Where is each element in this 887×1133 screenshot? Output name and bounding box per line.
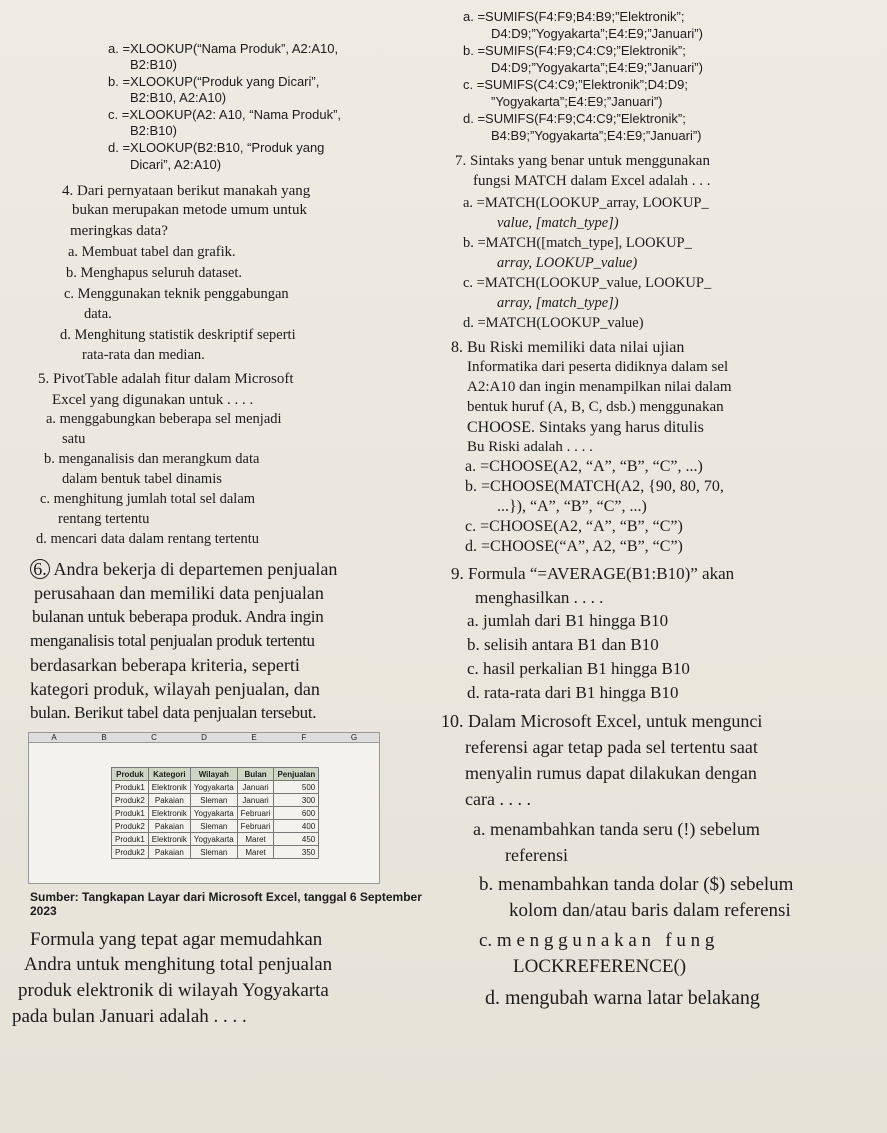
q9-stem-1: 9. Formula “=AVERAGE(B1:B10)” akan [451,564,735,583]
cell: Elektronik [148,807,190,820]
q7-stem-2: fungsi MATCH dalam Excel adalah . . . [473,173,711,189]
cell: Sleman [190,794,237,807]
cell: 350 [274,846,319,859]
q6-option-c: c. =SUMIFS(C4:C9;”Elektronik”;D4:D9; [463,77,689,92]
q6-option-b: b. =SUMIFS(F4:F9;C4:C9;”Elektronik”; [463,43,686,58]
q8-option-b: b. =CHOOSE(MATCH(A2, {90, 80, 70, [465,478,724,495]
q3-option-b: b. =XLOOKUP(“Produk yang Dicari”, [108,74,320,89]
q8-option-d: d. =CHOOSE(“A”, A2, “B”, “C”) [465,538,683,555]
q6-stem-2: perusahaan dan memiliki data penjualan [34,583,324,603]
q6-stem-3: bulanan untuk beberapa produk. Andra ingin [32,607,324,626]
q4-option-c: c. Menggunakan teknik penggabungan [64,286,289,302]
cell: Sleman [190,820,237,833]
q8-stem-4: bentuk huruf (A, B, C, dsb.) menggunakan [467,399,724,415]
q8-stem-2: Informatika dari peserta didiknya dalam sel [467,359,729,375]
header-kategori: Kategori [148,768,190,781]
col-f: F [301,733,307,742]
col-a: A [51,733,57,742]
q3-option-c-cont: B2:B10) [130,123,177,138]
q5-option-a: a. menggabungkan beberapa sel menjadi [46,411,282,427]
q10-option-c: c. m e n g g u n a k a n f u n g [479,930,715,951]
table-row [112,794,319,807]
cell: Produk2 [112,846,149,859]
q4-option-b: b. Menghapus seluruh dataset. [66,265,242,281]
q6-option-a-cont: D4:D9;”Yogyakarta”;E4:E9;”Januari”) [491,26,703,41]
cell: Pakaian [148,846,190,859]
q6-option-d: d. =SUMIFS(F4:F9;C4:C9;”Elektronik”; [463,111,686,126]
cell: 450 [274,833,319,846]
q4-option-c-cont: data. [84,306,112,322]
q3-option-d: d. =XLOOKUP(B2:B10, “Produk yang [108,140,325,155]
cell: Produk1 [112,833,149,846]
table-row [112,833,319,846]
col-e: E [251,733,257,742]
q8-stem-5: CHOOSE. Sintaks yang harus ditulis [467,419,704,436]
q7-option-a-cont: value, [match_type]) [497,215,619,231]
cell: Pakaian [148,820,190,833]
q3-option-b-cont: B2:B10, A2:A10) [130,90,227,105]
cell: Maret [237,833,274,846]
q5-stem-2: Excel yang digunakan untuk . . . . [52,392,254,408]
cell: 300 [274,794,319,807]
q6-stem-1 [30,557,337,581]
col-g: G [350,733,358,742]
q3-option-a: a. =XLOOKUP(“Nama Produk”, A2:A10, [108,41,339,56]
cell: Januari [237,794,274,807]
q8-option-c: c. =CHOOSE(A2, “A”, “B”, “C”) [465,518,683,535]
cell: Produk1 [112,807,149,820]
q10-stem-1: 10. Dalam Microsoft Excel, untuk mengunci [441,711,763,731]
cell: Februari [237,820,274,833]
q5-option-a-cont: satu [62,431,86,447]
q7-option-c: c. =MATCH(LOOKUP_value, LOOKUP_ [463,275,712,291]
q10-option-d: d. mengubah warna latar belakang [485,987,760,1009]
q6-option-b-cont: D4:D9;”Yogyakarta”;E4:E9;”Januari”) [491,60,703,75]
table-header-row [112,768,319,781]
cell: Elektronik [148,781,190,794]
cell: Yogyakarta [190,833,237,846]
q7-option-b-cont: array, LOOKUP_value) [497,255,638,271]
q5-option-b: b. menganalisis dan merangkum data [44,451,260,467]
header-produk: Produk [112,768,149,781]
q9-option-a: a. jumlah dari B1 hingga B10 [467,611,669,630]
q6-stem-6: kategori produk, wilayah penjualan, dan [30,679,320,699]
q7-option-a: a. =MATCH(LOOKUP_array, LOOKUP_ [463,195,709,211]
q3-option-d-cont: Dicari”, A2:A10) [130,157,222,172]
q4-stem-2: bukan merupakan metode umum untuk [72,202,307,218]
q9-option-c: c. hasil perkalian B1 hingga B10 [467,659,690,678]
q4-stem-1: 4. Dari pernyataan berikut manakah yang [62,183,311,199]
q9-stem-2: menghasilkan . . . . [475,588,604,607]
q6-option-a: a. =SUMIFS(F4:F9;B4:B9;”Elektronik”; [463,9,685,24]
q6-stem-4: menganalisis total penjualan produk tertentu [30,631,315,650]
q6-option-c-cont: ”Yogyakarta”;E4:E9;”Januari”) [491,94,663,109]
excel-screenshot [28,732,380,884]
cell: Februari [237,807,274,820]
q10-option-b-cont: kolom dan/atau baris dalam referensi [509,900,791,921]
q7-option-b: b. =MATCH([match_type], LOOKUP_ [463,235,692,251]
q8-stem-1: 8. Bu Riski memiliki data nilai ujian [451,339,685,356]
q9-option-b: b. selisih antara B1 dan B10 [467,635,659,654]
cell: 400 [274,820,319,833]
q3-option-c: c. =XLOOKUP(A2: A10, “Nama Produk”, [108,107,342,122]
q10-stem-2: referensi agar tetap pada sel tertentu saat [465,737,758,757]
q10-stem-3: menyalin rumus dapat dilakukan dengan [465,763,757,783]
q6-stem-5: berdasarkan beberapa kriteria, seperti [30,655,300,675]
cell: Sleman [190,846,237,859]
q6-number: 6. [30,559,50,579]
q6-stem-1-text: Andra bekerja di departemen penjualan [53,559,338,579]
q5-option-b-cont: dalam bentuk tabel dinamis [62,471,222,487]
q6-after-4: pada bulan Januari adalah . . . . [12,1006,247,1027]
screenshot-caption: Sumber: Tangkapan Layar dari Microsoft Excel, tanggal 6 September 2023 [30,890,422,918]
q8-option-b-cont: ...}), “A”, “B”, “C”, ...) [497,498,647,515]
col-d: D [201,733,207,742]
q4-option-d: d. Menghitung statistik deskriptif seperti [60,327,296,343]
cell: Yogyakarta [190,807,237,820]
q10-option-a: a. menambahkan tanda seru (!) sebelum [473,819,760,839]
column-header-row [29,733,379,743]
q8-option-a: a. =CHOOSE(A2, “A”, “B”, “C”, ...) [465,458,703,475]
col-b: B [101,733,107,742]
cell: Produk2 [112,820,149,833]
q5-option-c: c. menghitung jumlah total sel dalam [40,491,256,507]
q7-option-d: d. =MATCH(LOOKUP_value) [463,315,644,331]
header-bulan: Bulan [237,768,274,781]
cell: Produk1 [112,781,149,794]
cell: Pakaian [148,794,190,807]
header-penjualan: Penjualan [274,768,319,781]
q10-option-c-cont: LOCKREFERENCE() [513,956,687,977]
q4-stem-3: meringkas data? [70,223,168,239]
cell: Januari [237,781,274,794]
q6-after-3: produk elektronik di wilayah Yogyakarta [18,980,329,1001]
q7-stem-1: 7. Sintaks yang benar untuk menggunakan [455,153,710,169]
q6-after-2: Andra untuk menghitung total penjualan [24,954,333,975]
table-row [112,820,319,833]
q6-option-d-cont: B4:B9;”Yogyakarta”;E4:E9;”Januari”) [491,128,702,143]
table-row [112,781,319,794]
sales-table [111,767,319,859]
q5-option-c-cont: rentang tertentu [58,511,150,527]
cell: Maret [237,846,274,859]
q3-option-a-cont: B2:B10) [130,57,177,72]
col-c: C [151,733,157,742]
cell: 500 [274,781,319,794]
q5-option-d: d. mencari data dalam rentang tertentu [36,531,260,547]
cell: Elektronik [148,833,190,846]
table-row [112,846,319,859]
q8-stem-6: Bu Riski adalah . . . . [467,439,593,455]
q10-option-b: b. menambahkan tanda dolar ($) sebelum [479,874,794,895]
header-wilayah: Wilayah [190,768,237,781]
q10-stem-4: cara . . . . [465,789,531,809]
cell: Produk2 [112,794,149,807]
q9-option-d: d. rata-rata dari B1 hingga B10 [467,683,679,702]
q6-after-1: Formula yang tepat agar memudahkan [30,929,323,950]
q10-option-a-cont: referensi [505,845,568,865]
q7-option-c-cont: array, [match_type]) [497,295,619,311]
cell: Yogyakarta [190,781,237,794]
q8-stem-3: A2:A10 dan ingin menampilkan nilai dalam [467,379,732,395]
q4-option-a: a. Membuat tabel dan grafik. [68,244,236,260]
q5-stem-1: 5. PivotTable adalah fitur dalam Microsoft [38,371,294,387]
cell: 600 [274,807,319,820]
q6-stem-7: bulan. Berikut tabel data penjualan tersebut. [30,703,317,722]
q4-option-d-cont: rata-rata dan median. [82,347,205,363]
table-row [112,807,319,820]
